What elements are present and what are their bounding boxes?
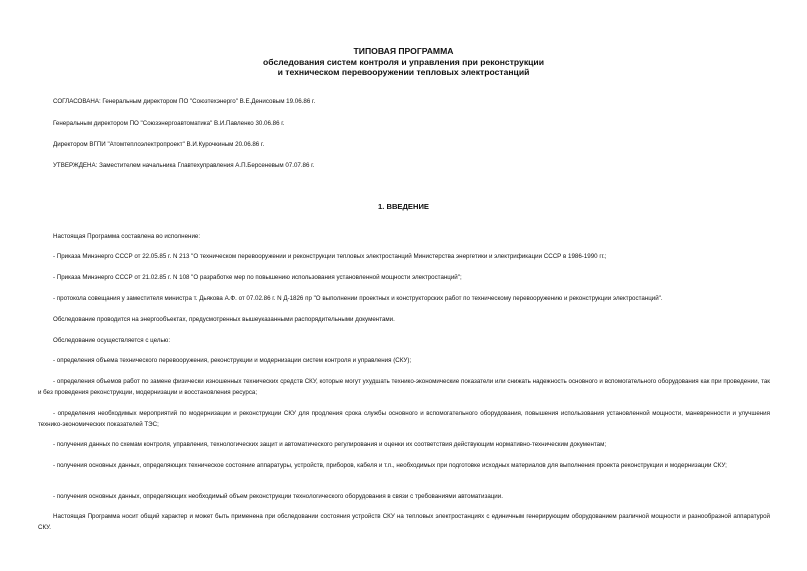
paragraph: - получения данных по схемам контроля, управления, технологических защит и автоматического регулирования и оценки их соответствия действующим нормативно-техническим документам; — [53, 441, 607, 448]
paragraph: - получения основных данных, определяющих необходимый объем реконструкции технологического оборудования в связи с требованиями автоматизации. — [53, 493, 503, 500]
approval-agreed-soyuztechenergo: СОГЛАСОВАНА: Генеральным директором ПО "Союзтехэнерго" В.Е.Денисовым 19.06.86 г. — [53, 98, 316, 105]
paragraph: Обследование осуществляется с целью: — [53, 337, 171, 344]
paragraph: - определения объема технического перевооружения, реконструкции и модернизации систем контроля и управления (СКУ); — [53, 357, 412, 364]
paragraph: - протокола совещания у заместителя министра т. Дьякова А.Ф. от 07.02.86 г. N Д-1826 пр "О выполнении проектных и конструкторских работ по техническому перевооружению и реконструкции электростанций". — [53, 295, 663, 302]
paragraph: - получения основных данных, определяющих техническое состояние аппаратуры, устройств, приборов, кабеля и т.п., необходимых при подготовке исходных материалов для выполнения проекта реконструкции и модернизации СКУ; — [53, 462, 727, 469]
paragraph: Обследование проводится на энергообъектах, предусмотренных вышеуказанными распорядительными документами. — [53, 316, 395, 323]
title-line-2: обследования систем контроля и управления при реконструкции — [263, 56, 544, 67]
paragraph: - определения необходимых мероприятий по модернизации и реконструкции СКУ для продления срока службы основного и вспомогательного оборудования, повышения использования установленной мощности, маневренности и улучшения технико-экономических показателей ТЭС; — [38, 410, 770, 428]
approval-agreed-atomteploelektroproekt: Директором ВГПИ "Атомтеплоэлектропроект" В.И.Курочкиным 20.06.86 г. — [53, 141, 265, 148]
title-line-1: ТИПОВАЯ ПРОГРАММА — [353, 46, 454, 56]
section-title: 1. ВВЕДЕНИЕ — [378, 202, 429, 211]
paragraph: - определения объемов работ по замене физически изношенных технических средств СКУ, которые могут ухудшать технико-экономические показатели или снижать надежность основного и вспомогательного оборудования как при проведении, так и без проведения реконструкции, модернизации и восстановления ресурса; — [38, 378, 770, 396]
paragraph: Настоящая Программа составлена во исполнение: — [53, 233, 201, 240]
document-title — [0, 46, 807, 78]
approval-agreed-soyuzenergoavtomatika: Генеральным директором ПО "Союзэнергоавтоматика" В.И.Павленко 30.06.86 г. — [53, 120, 285, 127]
paragraph: - Приказа Минэнерго СССР от 21.02.85 г. N 108 "О разработке мер по повышению использования установленной мощности электростанций"; — [53, 274, 462, 281]
paragraph: - Приказа Минэнерго СССР от 22.05.85 г. N 213 "О техническом перевооружении и реконструкции тепловых электростанций Министерства энергетики и электрификации СССР в 1986-1990 гг.; — [53, 253, 607, 260]
paragraph: Настоящая Программа носит общий характер и может быть применена при обследовании состояния устройств СКУ на тепловых электростанциях с единичным генерирующим оборудованием различной мощности и разнообразной аппаратурой СКУ. — [38, 513, 770, 531]
approval-approved: УТВЕРЖДЕНА: Заместителем начальника Главтехуправления А.П.Берсеневым 07.07.86 г. — [53, 162, 315, 169]
title-line-3: и техническом перевооружении тепловых электростанций — [277, 67, 530, 77]
